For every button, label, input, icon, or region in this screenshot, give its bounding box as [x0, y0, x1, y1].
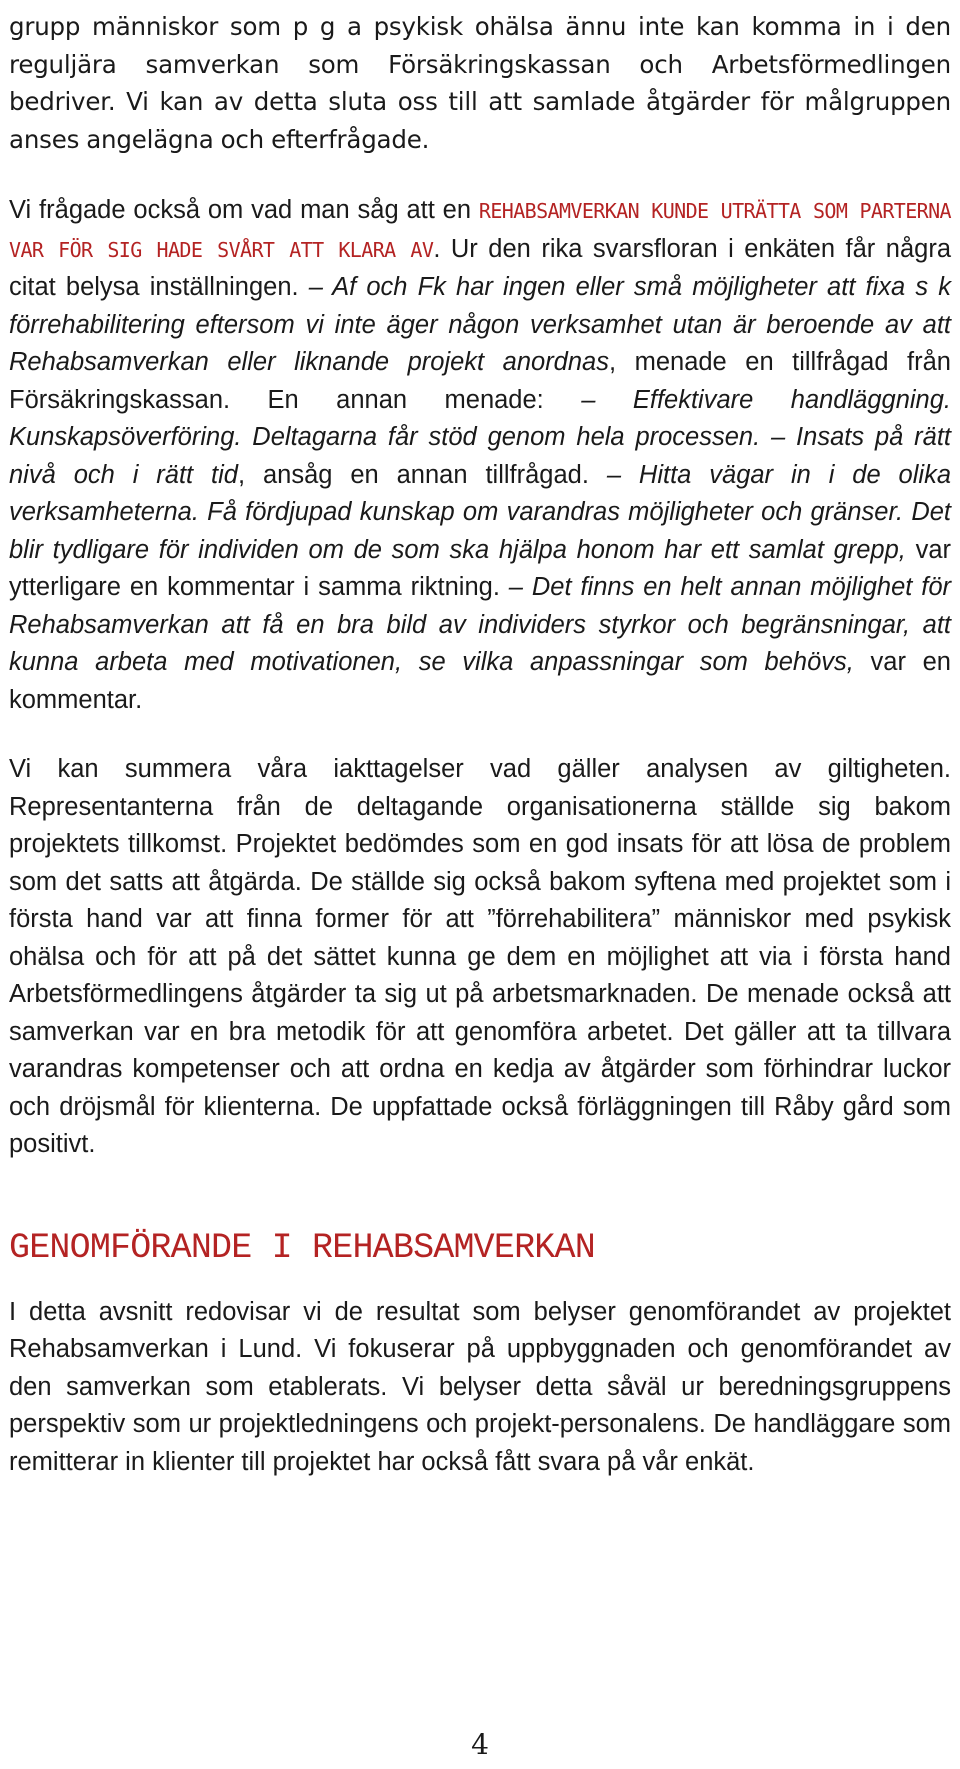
summary-paragraph: Vi kan summera våra iakttagelser vad gäller analysen av giltigheten. Representanterna från de deltagande organisationerna ställde sig bakom projektets tillkomst. Projektet bedömdes som en god insats för att lösa de problem som det satts att åtgärda. De ställde sig också bakom syftena med projektet som i första hand var att finna former för att ”förrehabilitera” människor med psykisk ohälsa och för att på det sättet kunna ge dem en möjlighet att via i första hand Arbetsförmedlingens åtgärder ta sig ut på arbetsmarknaden. De menade också att samverkan var en bra metodik för att genomföra arbetet. Det gäller att ta tillvara varandras kompetenser och att ordna en kedja av åtgärder som förhindrar luckor och dröjsmål för klienterna. De uppfattade också förläggningen till Råby gård som positivt.	[9, 755, 951, 1158]
after-quote-1: , menade en tillfrågad från Försäkringskassan. En annan menade:	[9, 348, 951, 414]
document-page	[9, 0, 951, 1481]
after-quote-2: , ansåg en annan tillfrågad.	[237, 460, 607, 489]
quote-1: – Af och Fk har ingen eller små möjligheter att fixa s k förrehabilitering eftersom vi inte äger någon verksamhet utan är beroende av att Rehabsamverkan eller liknande projekt anordnas	[9, 273, 951, 376]
questions-paragraph	[9, 192, 951, 719]
section-paragraph: I detta avsnitt redovisar vi de resultat som belyser genomförandet av projektet Rehabsamverkan i Lund. Vi fokuserar på uppbyggnaden och genomförandet av den samverkan som etablerats. Vi belyser detta såväl ur beredningsgruppens perspektiv som ur projektledningens och projekt-personalens. De handläggare som remitterar in klienter till projektet har också fått svara på vår enkät.	[9, 1297, 951, 1476]
after-quote-3: var ytterligare en kommentar i samma riktning.	[9, 535, 951, 601]
quote-3: – Hitta vägar in i de olika verksamheterna. Få fördjupad kunskap om varandras möjligheter och gränser. Det blir tydligare för individen om de som ska hjälpa honom har ett samlat grepp,	[9, 460, 952, 564]
questions-lead: Vi frågade också om vad man såg att en	[9, 196, 479, 224]
section-heading: GENOMFÖRANDE I REHABSAMVERKAN	[9, 1227, 595, 1268]
after-quote-4: var en kommentar.	[9, 648, 951, 714]
quote-4: – Det finns en helt annan möjlighet för Rehabsamverkan att få en bra bild av individers styrkor och begränsningar, att kunna arbeta med motivationen, se vilka anpassningar som behövs,	[9, 573, 951, 676]
highlight-question: REHABSAMVERKAN KUNDE UTRÄTTA SOM PARTERNA VAR FÖR SIG HADE SVÅRT ATT KLARA AV	[9, 199, 951, 262]
quote-2: – Effektivare handläggning. Kunskapsöverföring. Deltagarna får stöd genom hela processen. – Insats på rätt nivå och i rätt tid	[9, 385, 951, 489]
intro-paragraph: grupp människor som p g a psykisk ohälsa ännu inte kan komma in i den reguljära samverkan som Försäkringskassan och Arbetsförmedlingen bedriver. Vi kan av detta sluta oss till att samlade åtgärder för målgruppen anses angelägna och efterfrågade.	[9, 12, 951, 154]
page-number: 4	[471, 1728, 489, 1761]
questions-after-highlight: . Ur den rika svarsfloran i enkäten får några citat belysa inställningen.	[9, 234, 951, 301]
